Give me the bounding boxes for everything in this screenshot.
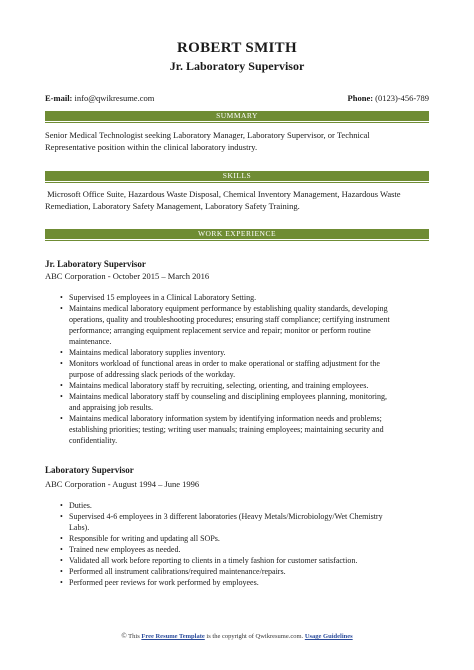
skills-line: Microsoft Office Suite, Hazardous Waste Disposal, Chemical Inventory Management, Hazardous Waste — [45, 189, 401, 199]
duty-line: • Performed all instrument calibrations/required maintenance/repairs. — [69, 567, 286, 576]
section-header-summary: SUMMARY — [45, 111, 429, 121]
duty-line: • Supervised 15 employees in a Clinical Laboratory Setting. — [69, 293, 257, 302]
duty-line: • Trained new employees as needed. — [69, 545, 181, 554]
duties-list — [45, 292, 429, 446]
duty-item — [45, 533, 429, 544]
duty-line: maintenance. — [69, 337, 112, 346]
duty-item — [45, 380, 429, 391]
email-value[interactable]: info@qwikresume.com — [74, 93, 155, 103]
duty-line: • Maintains medical laboratory equipment performance by establishing quality standards, developing — [69, 304, 388, 313]
duty-line: • Validated all work before reporting to clients in a timely fashion for customer satisfaction. — [69, 556, 358, 565]
duty-item — [45, 292, 429, 303]
duty-line: • Performed peer reviews for work performed by employees. — [69, 578, 259, 587]
duty-line: • Duties. — [69, 501, 92, 510]
skills-line: Remediation, Laboratory Safety Management, Laboratory Safety Training. — [45, 200, 300, 211]
summary-line: Senior Medical Technologist seeking Laboratory Manager, Laboratory Supervisor, or Technical — [45, 130, 370, 140]
duty-line: • Maintains medical laboratory information system by identifying information needs and problems; — [69, 414, 382, 423]
duty-item — [45, 566, 429, 577]
summary-line: Representative position within the clinical laboratory industry. — [45, 141, 258, 152]
section-header-experience: WORK EXPERIENCE — [45, 229, 429, 239]
duty-item — [45, 391, 429, 413]
duty-line: • Maintains medical laboratory staff by recruiting, selecting, orienting, and training employees. — [69, 381, 369, 390]
contact-row — [45, 93, 429, 103]
phone-label: Phone: — [347, 93, 374, 103]
duty-line: • Maintains medical laboratory staff by counseling and disciplining employees planning, monitoring, — [69, 392, 388, 401]
duty-item — [45, 358, 429, 380]
job-title: Laboratory Supervisor — [45, 465, 134, 475]
duty-line: • Monitors workload of functional areas in order to make operational or staffing adjustment for the — [69, 359, 380, 368]
free-resume-template-link[interactable]: Free Resume Template — [141, 633, 205, 640]
phone-block — [348, 93, 429, 103]
duty-line: • Responsible for writing and updating all SOPs. — [69, 534, 220, 543]
duty-line: Labs). — [69, 523, 90, 532]
duty-item — [45, 347, 429, 358]
duty-item — [45, 413, 429, 446]
footer-this: This — [128, 633, 140, 640]
candidate-role: Jr. Laboratory Supervisor — [169, 59, 305, 73]
summary-text — [45, 130, 429, 153]
duty-item — [45, 544, 429, 555]
phone-value: (0123)-456-789 — [375, 93, 429, 103]
candidate-name: ROBERT SMITH — [177, 40, 297, 56]
duty-line: confidentiality. — [69, 436, 118, 445]
duty-line: and appraising job results. — [69, 403, 153, 412]
duty-line: operations, quality and troubleshooting procedures; ensuring staff compliance; certifying instrument — [69, 315, 390, 324]
email-block — [45, 93, 154, 103]
usage-guidelines-link[interactable]: Usage Guidelines — [304, 633, 353, 640]
section-header-skills: SKILLS — [45, 171, 429, 181]
duty-item — [45, 577, 429, 588]
footer-copyright-text: is the copyright of Qwikresume.com. — [206, 633, 304, 640]
duty-item — [45, 303, 429, 347]
duty-item — [45, 555, 429, 566]
duty-line: • Supervised 4-6 employees in 3 different laboratories (Heavy Metals/Microbiology/Wet Chemistry — [69, 512, 383, 521]
duty-line: • Maintains medical laboratory supplies inventory. — [69, 348, 226, 357]
duty-line: establishing priorities; testing; writing user manuals; training employees; maintaining security and — [69, 425, 384, 434]
job-company: ABC Corporation - August 1994 – June 1996 — [45, 479, 200, 489]
email-label: E-mail: — [45, 93, 73, 103]
job-title: Jr. Laboratory Supervisor — [45, 259, 146, 269]
copyright-symbol: © — [121, 632, 127, 640]
skills-text — [45, 189, 429, 212]
footer — [0, 632, 474, 640]
duty-line: performance; arranging equipment replacement service and repair; monitor or perform routine — [69, 326, 371, 335]
duty-item — [45, 511, 429, 533]
duty-item — [45, 500, 429, 511]
duty-line: purpose of addressing slack periods of the workday. — [69, 370, 236, 379]
duties-list — [45, 500, 429, 588]
job-company: ABC Corporation - October 2015 – March 2016 — [45, 271, 210, 281]
